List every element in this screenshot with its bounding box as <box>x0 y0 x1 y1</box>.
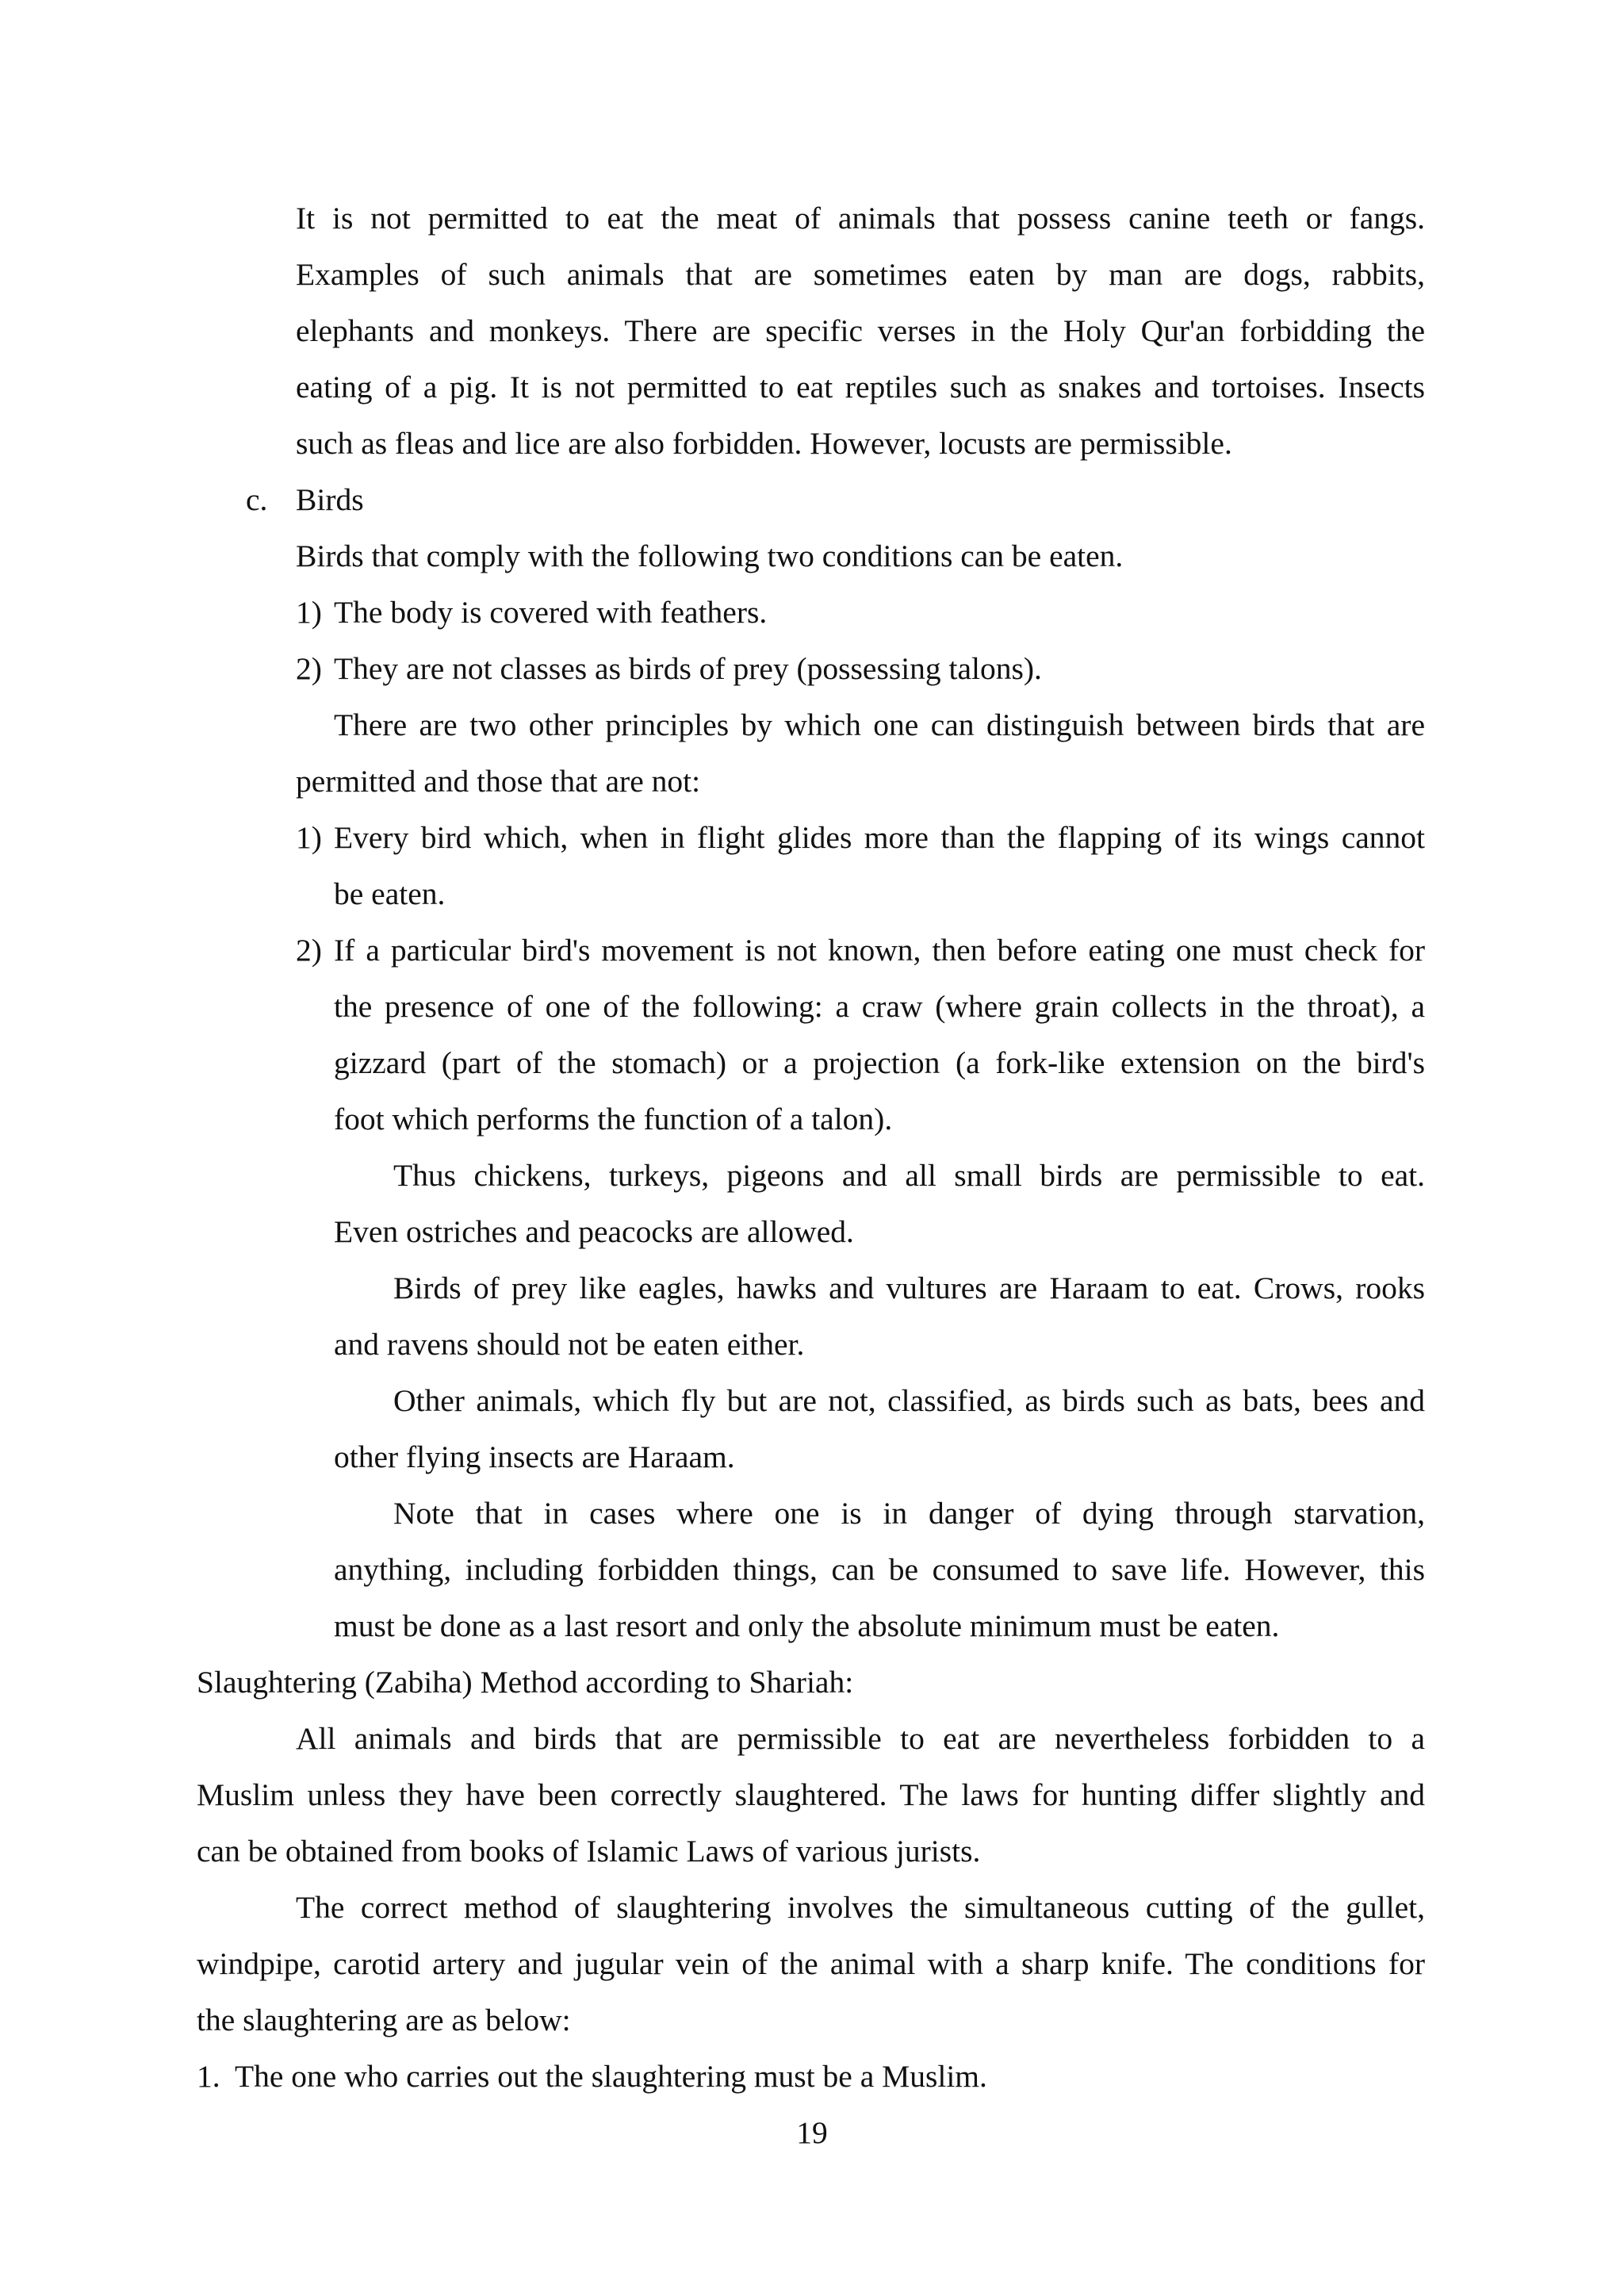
list-item: They are not classes as birds of prey (possessing talons). <box>334 651 1042 686</box>
para-line: elephants and monkeys. There are specific verses in the Holy Qur'an forbidding the <box>296 313 1425 348</box>
list-item: Every bird which, when in flight glides more than the flapping of its wings cannot <box>334 820 1425 855</box>
list-item: The one who carries out the slaughtering must be a Muslim. <box>235 2059 987 2094</box>
section-intro: Birds that comply with the following two conditions can be eaten. <box>296 539 1124 573</box>
list-number: 2) <box>296 651 322 686</box>
list-item: gizzard (part of the stomach) or a projection (a fork-like extension on the bird's <box>334 1045 1425 1080</box>
list-item: the presence of one of the following: a craw (where grain collects in the throat), a <box>334 989 1425 1024</box>
note-line: Thus chickens, turkeys, pigeons and all small birds are permissible to eat. <box>393 1158 1425 1193</box>
note-line: other flying insects are Haraam. <box>334 1439 735 1474</box>
para-line: can be obtained from books of Islamic Laws of various jurists. <box>197 1834 981 1869</box>
section-marker: c. <box>246 482 268 517</box>
section-heading: Birds <box>296 482 364 517</box>
para-line: Muslim unless they have been correctly slaughtered. The laws for hunting differ slightly and <box>197 1777 1425 1812</box>
para-line: The correct method of slaughtering involves the simultaneous cutting of the gullet, <box>296 1890 1425 1925</box>
para-line: permitted and those that are not: <box>296 764 701 799</box>
list-number: 1) <box>296 595 322 630</box>
para-line: Examples of such animals that are sometimes eaten by man are dogs, rabbits, <box>296 257 1425 292</box>
list-number: 2) <box>296 933 322 968</box>
para-line: such as fleas and lice are also forbidden. However, locusts are permissible. <box>296 426 1232 461</box>
list-number: 1. <box>197 2059 220 2094</box>
para-line: There are two other principles by which one can distinguish between birds that are <box>334 707 1425 742</box>
note-line: and ravens should not be eaten either. <box>334 1327 805 1362</box>
page-number: 19 <box>796 2115 828 2150</box>
para-line: All animals and birds that are permissible to eat are nevertheless forbidden to a <box>296 1721 1425 1756</box>
note-line: Birds of prey like eagles, hawks and vultures are Haraam to eat. Crows, rooks <box>393 1271 1425 1305</box>
para-line: eating of a pig. It is not permitted to eat reptiles such as snakes and tortoises. Insects <box>296 370 1425 404</box>
list-item: foot which performs the function of a talon). <box>334 1102 893 1137</box>
para-line: It is not permitted to eat the meat of animals that possess canine teeth or fangs. <box>296 201 1425 236</box>
note-line: anything, including forbidden things, can be consumed to save life. However, this <box>334 1552 1425 1587</box>
para-line: the slaughtering are as below: <box>197 2003 571 2037</box>
note-line: must be done as a last resort and only the absolute minimum must be eaten. <box>334 1608 1280 1643</box>
list-item: be eaten. <box>334 876 446 911</box>
section-heading: Slaughtering (Zabiha) Method according to Shariah: <box>197 1665 854 1700</box>
note-line: Even ostriches and peacocks are allowed. <box>334 1214 854 1249</box>
list-item: If a particular bird's movement is not known, then before eating one must check for <box>334 933 1425 968</box>
note-line: Other animals, which fly but are not, classified, as birds such as bats, bees and <box>393 1383 1425 1418</box>
list-number: 1) <box>296 820 322 855</box>
note-line: Note that in cases where one is in danger of dying through starvation, <box>393 1496 1425 1531</box>
list-item: The body is covered with feathers. <box>334 595 768 630</box>
para-line: windpipe, carotid artery and jugular vein of the animal with a sharp knife. The conditions for <box>197 1946 1425 1981</box>
